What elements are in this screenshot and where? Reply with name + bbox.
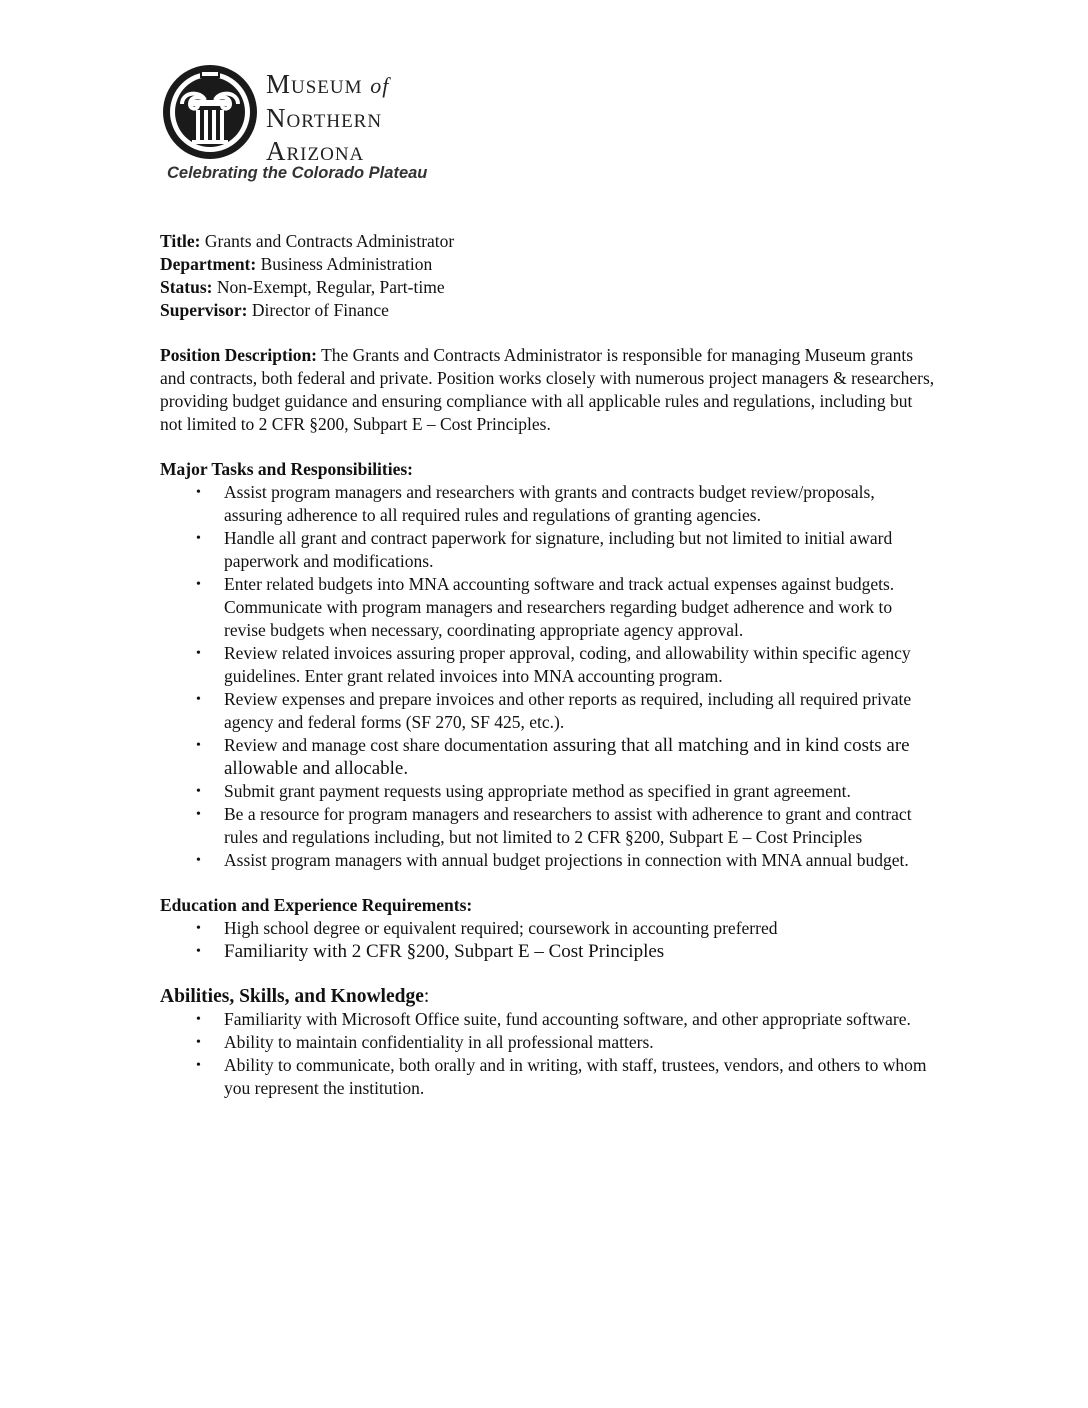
job-description [160, 230, 935, 1100]
list-item: • Submit grant payment requests using appropriate method as specified in grant agreement. [196, 781, 851, 801]
list-item: • Ability to maintain confidentiality in all professional matters. [196, 1032, 654, 1052]
position-description: Position Description: The Grants and Contracts Administrator is responsible for managing Museum grants and contracts, both federal and private. Position works closely with numerous project managers & researchers, providing budget guidance and ensuring compliance with all applicable rules and regulations, including but not limited to 2 CFR §200, Subpart E – Cost Principles. [160, 345, 935, 434]
abilities-heading: Abilities, Skills, and Knowledge: [160, 986, 430, 1007]
meta-supervisor: Supervisor: Director of Finance [160, 300, 389, 320]
museum-name [266, 68, 466, 168]
meta-department: Department: Business Administration [160, 254, 433, 274]
museum-name-line2: Northern [266, 103, 383, 133]
museum-name-line3: Arizona [266, 136, 365, 166]
museum-name-line1: Museum of [266, 69, 390, 99]
museum-emblem-icon [160, 62, 260, 162]
museum-tagline: Celebrating the Colorado Plateau [167, 164, 428, 182]
education-heading: Education and Experience Requirements: [160, 895, 473, 915]
education-list [160, 917, 935, 963]
major-tasks-heading: Major Tasks and Responsibilities: [160, 459, 414, 479]
list-item: • Assist program managers and researchers with grants and contracts budget review/proposals, assuring adherence to all required rules and regulations of granting agencies. [196, 482, 875, 525]
list-item: • Enter related budgets into MNA accounting software and track actual expenses against budgets. Communicate with program managers and researchers regarding budget adherence and work to revise budgets when necessary, coordinating appropriate agency approval. [196, 574, 895, 640]
list-item: • Familiarity with 2 CFR §200, Subpart E – Cost Principles [196, 941, 665, 962]
list-item: • Familiarity with Microsoft Office suite, fund accounting software, and other appropriate software. [196, 1009, 911, 1029]
meta-title: Title: Grants and Contracts Administrator [160, 231, 455, 251]
meta-status: Status: Non-Exempt, Regular, Part-time [160, 277, 445, 297]
list-item: • High school degree or equivalent required; coursework in accounting preferred [196, 918, 778, 938]
job-meta [160, 230, 935, 322]
list-item: • Be a resource for program managers and researchers to assist with adherence to grant and contract rules and regulations including, but not limited to 2 CFR §200, Subpart E – Cost Principles [196, 804, 912, 847]
list-item: • Review related invoices assuring proper approval, coding, and allowability within specific agency guidelines. Enter grant related invoices into MNA accounting program. [196, 643, 911, 686]
list-item: • Review expenses and prepare invoices and other reports as required, including all required private agency and federal forms (SF 270, SF 425, etc.). [196, 689, 912, 732]
list-item: • Review and manage cost share documentation assuring that all matching and in kind costs are allowable and allocable. [196, 735, 910, 779]
list-item: • Handle all grant and contract paperwork for signature, including but not limited to initial award paperwork and modifications. [196, 528, 893, 571]
museum-logo [160, 62, 460, 192]
list-item: • Ability to communicate, both orally and in writing, with staff, trustees, vendors, and others to whom you represent the institution. [196, 1055, 927, 1098]
list-item: • Assist program managers with annual budget projections in connection with MNA annual budget. [196, 850, 909, 870]
abilities-list [160, 1008, 935, 1100]
major-tasks-list [160, 481, 935, 872]
